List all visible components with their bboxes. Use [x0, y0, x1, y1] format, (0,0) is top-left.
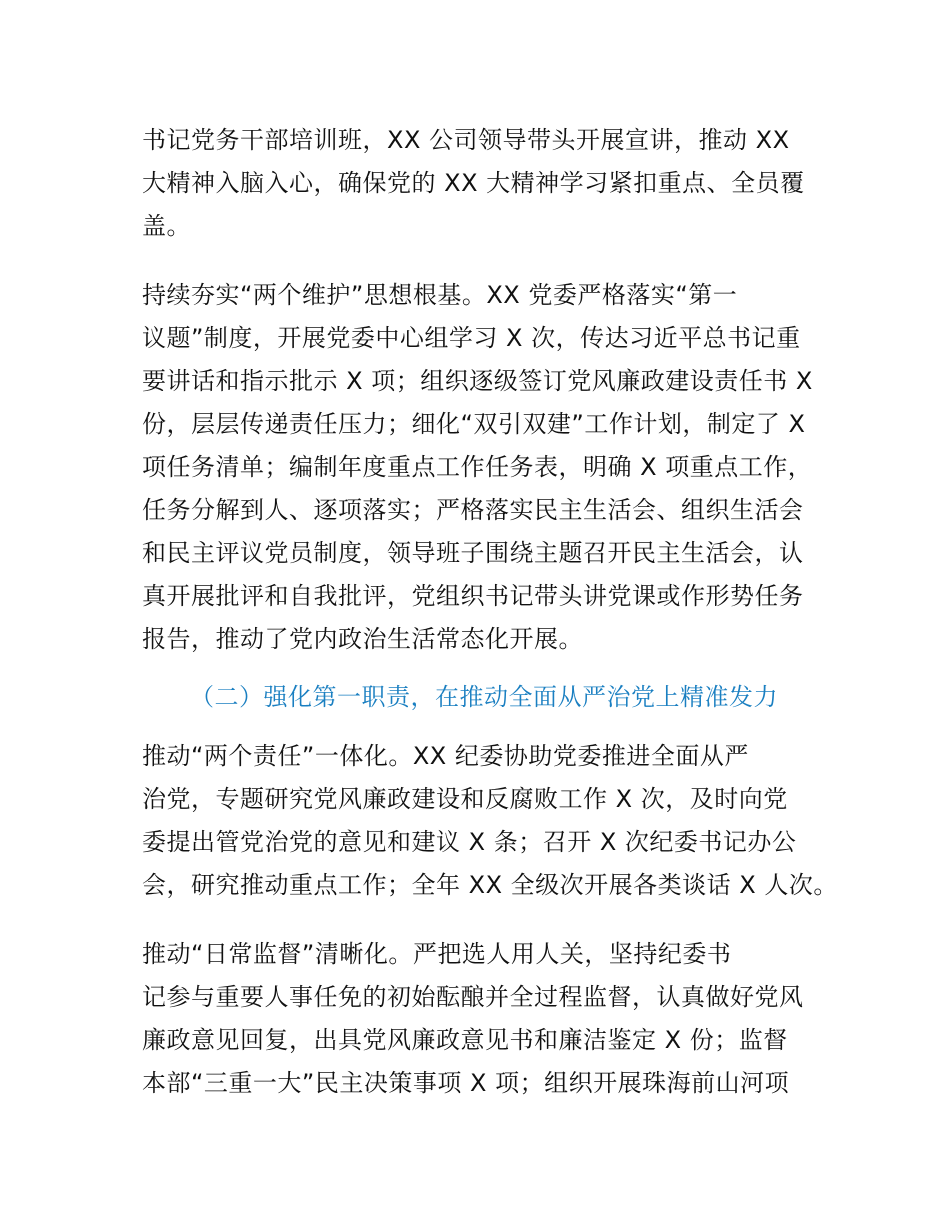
text-line: 项任务清单；编制年度重点工作任务表，明确 X 项重点工作，: [142, 453, 813, 481]
text-line: 任务分解到人、逐项落实；严格落实民主生活会、组织生活会: [142, 496, 804, 524]
text-line: 委提出管党治党的意见和建议 X 条；召开 X 次纪委书记办公: [142, 828, 797, 856]
text-line: 大精神入脑入心，确保党的 XX 大精神学习紧扣重点、全员覆: [142, 169, 805, 197]
text-line: 和民主评议党员制度，领导班子围绕主题召开民主生活会，认: [142, 539, 804, 567]
text-line: 持续夯实“两个维护”思想根基。XX 党委严格落实“第一: [142, 281, 738, 309]
text-line: 报告，推动了党内政治生活常态化开展。: [142, 625, 583, 653]
text-line: 推动“日常监督”清晰化。严把选人用人关，坚持纪委书: [142, 940, 732, 968]
text-line: 会，研究推动重点工作；全年 XX 全级次开展各类谈话 X 人次。: [142, 871, 838, 899]
text-line: 真开展批评和自我批评，党组织书记带头讲党课或作形势任务: [142, 582, 804, 610]
text-line: 廉政意见回复，出具党风廉政意见书和廉洁鉴定 X 份；监督: [142, 1026, 788, 1054]
text-line: 份，层层传递责任压力；细化“双引双建”工作计划，制定了 X: [142, 410, 806, 438]
text-line: 推动“两个责任”一体化。XX 纪委协助党委推进全面从严: [142, 742, 749, 770]
text-line: 盖。: [142, 212, 191, 240]
text-line: 记参与重要人事任免的初始酝酿并全过程监督，认真做好党风: [142, 983, 804, 1011]
text-line: 要讲话和指示批示 X 项；组织逐级签订党风廉政建设责任书 X: [142, 367, 813, 395]
text-line: 治党，专题研究党风廉政建设和反腐败工作 X 次，及时向党: [142, 785, 788, 813]
text-line: 本部“三重一大”民主决策事项 X 项；组织开展珠海前山河项: [142, 1069, 790, 1097]
section-heading: （二）强化第一职责，在推动全面从严治党上精准发力: [190, 683, 778, 711]
text-line: 议题”制度，开展党委中心组学习 X 次，传达习近平总书记重: [142, 324, 801, 352]
text-line: 书记党务干部培训班，XX 公司领导带头开展宣讲，推动 XX: [142, 126, 790, 154]
